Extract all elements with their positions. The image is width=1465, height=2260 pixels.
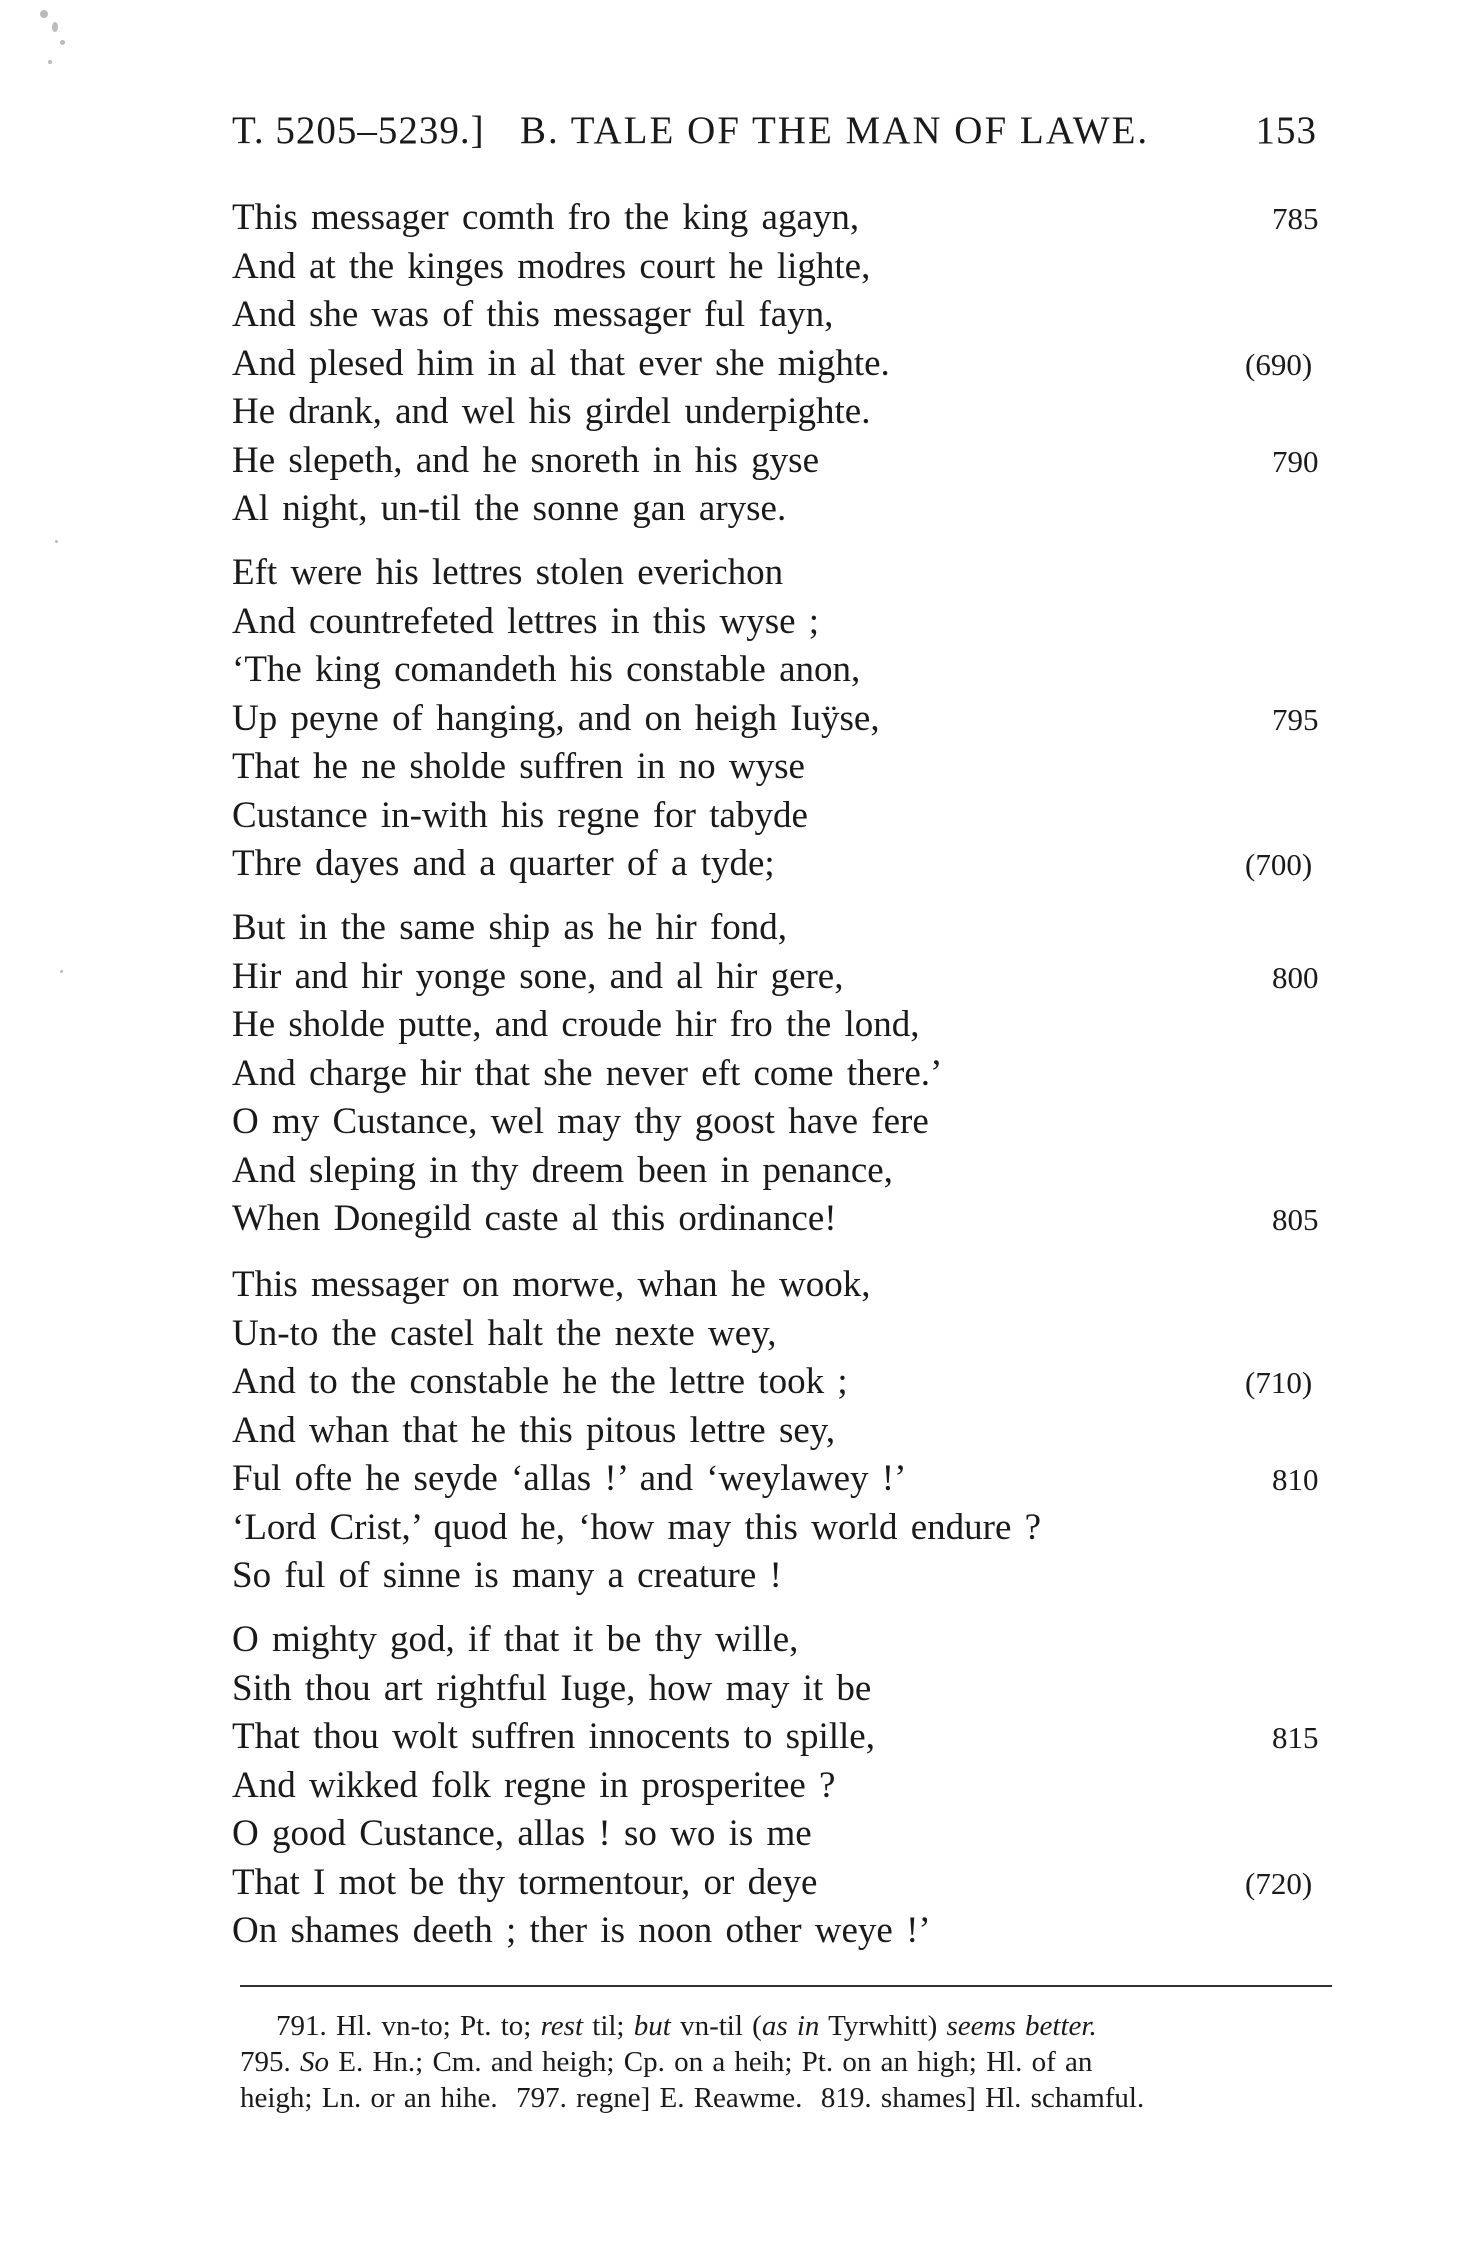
verse-text: Hir and hir yonge sone, and al hir gere,: [232, 955, 844, 997]
verse-line: [232, 1763, 1332, 1812]
stanza-5: [232, 1617, 1332, 1957]
footnote-791: [240, 2008, 1340, 2044]
verse-line: [232, 1553, 1332, 1602]
footnote-number: 795.: [240, 2046, 291, 2078]
verse-line: [232, 599, 1332, 648]
verse-text: And she was of this messager ful fayn,: [232, 294, 834, 335]
scan-speck: [52, 22, 58, 32]
verse-text: O good Custance, allas ! so wo is me: [232, 1813, 812, 1854]
running-header: [232, 108, 1317, 158]
verse-line: [232, 841, 1332, 890]
verse-text: He sholde putte, and croude hir fro the lond,: [232, 1004, 920, 1045]
verse-text: He slepeth, and he snoreth in his gyse: [232, 439, 819, 481]
line-number: (700): [1245, 847, 1313, 882]
verse-line: [232, 389, 1332, 438]
verse-line: [232, 1051, 1332, 1100]
verse-line: [232, 954, 1332, 1003]
verse-text: And charge hir that she never eft come there.’: [232, 1052, 943, 1094]
verse-text: But in the same ship as he hir fond,: [232, 907, 788, 948]
verse-text: When Donegild caste al this ordinance!: [232, 1198, 837, 1239]
verse-text: This messager on morwe, whan he wook,: [232, 1264, 871, 1305]
line-number: (710): [1245, 1365, 1313, 1400]
footnote-text: regne] E. Reawme.: [576, 2082, 803, 2114]
verse-text: And wikked folk regne in prosperitee ?: [232, 1764, 836, 1806]
line-number: 810: [1272, 1462, 1319, 1497]
verse-text: So ful of sinne is many a creature !: [232, 1555, 782, 1596]
line-number: (720): [1245, 1865, 1313, 1901]
stanza-2: [232, 550, 1332, 890]
verse-line: [232, 341, 1332, 390]
verse-line: [232, 486, 1332, 535]
verse-line: [232, 1196, 1332, 1245]
line-number: 790: [1272, 443, 1319, 479]
footnote-italic: rest: [540, 2010, 584, 2042]
verse-line: [232, 1617, 1332, 1666]
footnote-text: Hl. vn-to; Pt. to;: [336, 2010, 532, 2042]
verse-text: Un-to the castel halt the nexte wey,: [232, 1312, 777, 1354]
scan-speck: [60, 970, 63, 973]
footnote-795-cont: [240, 2080, 1340, 2116]
footnotes: [240, 2008, 1340, 2116]
verse-line: [232, 1860, 1332, 1909]
verse-line: [232, 793, 1332, 842]
footnote-italic: as in: [761, 2010, 820, 2042]
verse-text: On shames deeth ; ther is noon other weye !’: [232, 1910, 931, 1951]
verse-line: [232, 905, 1332, 954]
verse-text: And sleping in thy dreem been in penance,: [232, 1149, 893, 1191]
footnote-text: E. Hn.; Cm. and heigh; Cp. on a heih; Pt. on an high; Hl. of an: [338, 2046, 1093, 2078]
verse-text: Up peyne of hanging, and on heigh Iuÿse,: [232, 697, 880, 739]
verse-line: [232, 1811, 1332, 1860]
footnote-italic: seems better.: [946, 2010, 1097, 2042]
footnote-795: [240, 2044, 1340, 2080]
verse-line: [232, 1311, 1332, 1360]
footnote-text: heigh; Ln. or an hihe.: [240, 2082, 498, 2114]
footnote-text: vn-til (: [680, 2010, 762, 2042]
verse-line: [232, 195, 1332, 244]
scan-speck: [55, 540, 58, 543]
verse-text: That I mot be thy tormentour, or deye: [232, 1861, 818, 1903]
verse-text: ‘The king comandeth his constable anon,: [232, 649, 861, 690]
line-number: 805: [1272, 1202, 1319, 1237]
footnote-text: til;: [592, 2010, 625, 2042]
verse-text: Sith thou art rightful Iuge, how may it be: [232, 1667, 872, 1709]
verse-line: [232, 1359, 1332, 1408]
footnote-text: Tyrwhitt): [828, 2010, 938, 2042]
verse-text: That he ne sholde suffren in no wyse: [232, 746, 805, 787]
verse-line: [232, 1666, 1332, 1715]
line-number: (690): [1245, 346, 1313, 382]
verse-text: Ful ofte he seyde ‘allas !’ and ‘weylawey !’: [232, 1458, 907, 1499]
verse-text: And to the constable he the lettre took ;: [232, 1361, 848, 1402]
verse-text: Thre dayes and a quarter of a tyde;: [232, 843, 775, 884]
verse-line: [232, 1002, 1332, 1051]
verse-text: He drank, and wel his girdel underpighte.: [232, 391, 871, 432]
verse-line: [232, 244, 1332, 293]
verse-line: [232, 1456, 1332, 1505]
footnote-text: shames] Hl. schamful.: [880, 2082, 1145, 2114]
line-number: 815: [1272, 1720, 1319, 1755]
scan-speck: [60, 40, 65, 45]
verse-line: [232, 1099, 1332, 1148]
verse-text: Al night, un-til the sonne gan aryse.: [232, 488, 787, 529]
verse-text: That thou wolt suffren innocents to spille,: [232, 1716, 875, 1757]
line-number: 785: [1272, 201, 1319, 236]
verse-line: [232, 744, 1332, 793]
stanza-1: [232, 195, 1332, 535]
stanza-4: [232, 1262, 1332, 1602]
verse-line: [232, 292, 1332, 341]
stanza-3: [232, 905, 1332, 1245]
verse-line: [232, 696, 1332, 745]
verse-text: And whan that he this pitous lettre sey,: [232, 1409, 836, 1451]
header-title: B. TALE OF THE MAN OF LAWE.: [520, 109, 1150, 152]
verse-text: And plesed him in al that ever she mighte.: [232, 342, 890, 384]
scan-speck: [48, 60, 52, 64]
header-page-number: 153: [1255, 109, 1317, 152]
header-line-range: T. 5205–5239.]: [232, 109, 485, 152]
line-number: 800: [1272, 959, 1319, 995]
verse-text: Custance in-with his regne for tabyde: [232, 794, 808, 836]
verse-line: [232, 647, 1332, 696]
footnote-number: 819.: [820, 2082, 872, 2114]
footnote-italic: So: [300, 2046, 329, 2078]
verse-line: [232, 1262, 1332, 1311]
footnote-number: 797.: [516, 2082, 567, 2114]
footnote-number: 791.: [276, 2010, 327, 2042]
verse-text: And at the kinges modres court he lighte,: [232, 245, 871, 287]
line-number: 795: [1272, 701, 1319, 737]
verse-text: ‘Lord Crist,’ quod he, ‘how may this world endure ?: [232, 1506, 1042, 1548]
verse-line: [232, 550, 1332, 599]
verse-text: O mighty god, if that it be thy wille,: [232, 1619, 799, 1660]
verse-line: [232, 1908, 1332, 1957]
footnote-italic: but: [633, 2010, 671, 2042]
verse-text: This messager comth fro the king agayn,: [232, 197, 860, 238]
scan-speck: [40, 10, 48, 18]
verse-line: [232, 438, 1332, 487]
verse-line: [232, 1408, 1332, 1457]
verse-line: [232, 1714, 1332, 1763]
verse-text: Eft were his lettres stolen everichon: [232, 552, 784, 593]
verse-text: O my Custance, wel may thy goost have fere: [232, 1101, 929, 1142]
verse-text: And countrefeted lettres in this wyse ;: [232, 600, 820, 642]
footnote-rule: [240, 1985, 1332, 1987]
verse-line: [232, 1148, 1332, 1197]
verse-line: [232, 1505, 1332, 1554]
